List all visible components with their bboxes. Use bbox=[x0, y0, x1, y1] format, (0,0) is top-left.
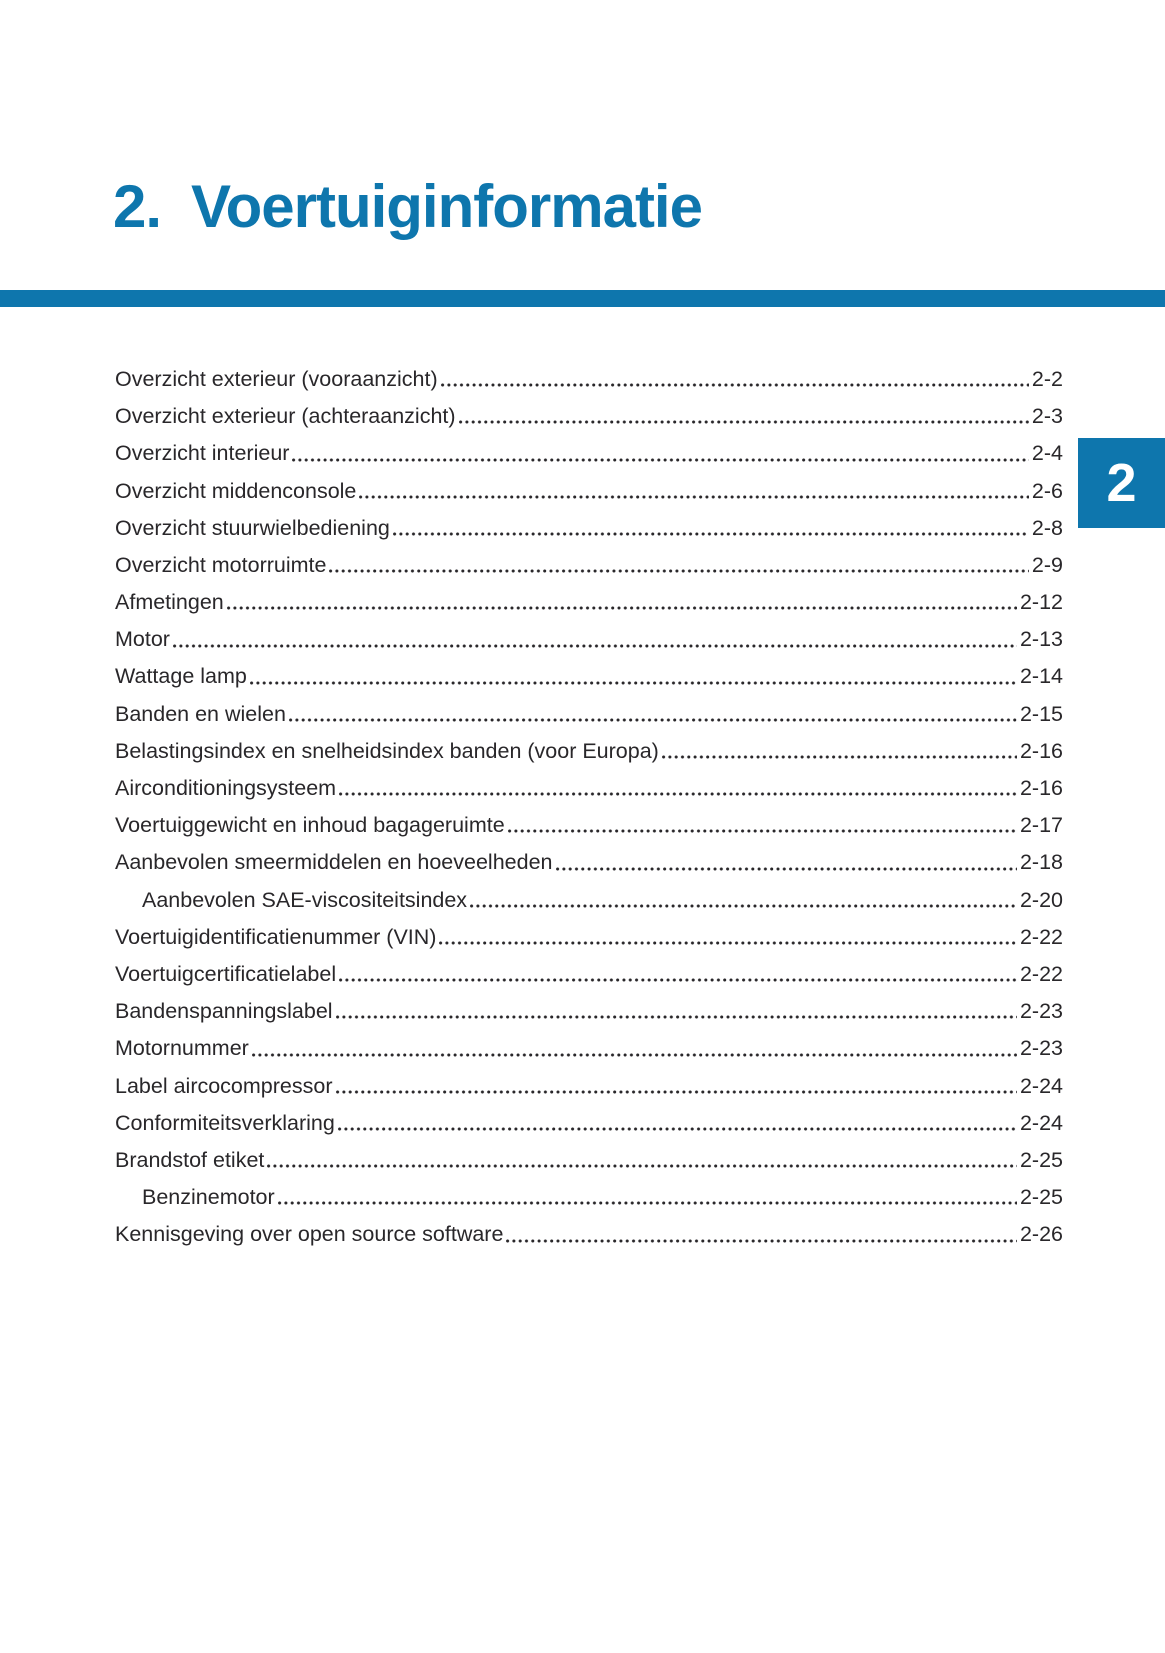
toc-entry-page: 2-23 bbox=[1019, 999, 1063, 1024]
toc-leader-dots bbox=[459, 420, 1029, 424]
toc-leader-dots bbox=[289, 718, 1017, 722]
toc-leader-dots bbox=[508, 829, 1017, 833]
toc-leader-dots bbox=[441, 383, 1029, 387]
toc-leader-dots bbox=[506, 1239, 1017, 1243]
toc-leader-dots bbox=[173, 644, 1017, 648]
toc-entry[interactable] bbox=[115, 726, 1063, 763]
toc-entry[interactable] bbox=[115, 986, 1063, 1023]
toc-leader-dots bbox=[339, 978, 1017, 982]
chapter-title: Voertuiginformatie bbox=[191, 173, 702, 240]
toc-entry[interactable] bbox=[115, 614, 1063, 651]
toc-entry[interactable] bbox=[115, 1023, 1063, 1060]
toc-entry[interactable] bbox=[115, 652, 1063, 689]
toc-leader-dots bbox=[227, 606, 1017, 610]
toc-entry-page: 2-18 bbox=[1019, 850, 1063, 875]
toc-entry-label: Wattage lamp bbox=[115, 664, 247, 689]
toc-entry[interactable] bbox=[115, 875, 1063, 912]
toc-entry-label: Aanbevolen SAE-viscositeitsindex bbox=[142, 887, 468, 912]
toc-entry-label: Overzicht motorruimte bbox=[115, 552, 327, 577]
toc-entry-page: 2-23 bbox=[1019, 1036, 1063, 1061]
toc-leader-dots bbox=[470, 904, 1017, 908]
toc-entry-label: Overzicht interieur bbox=[115, 441, 290, 466]
toc-entry-page: 2-25 bbox=[1019, 1147, 1063, 1172]
toc-entry-label: Kennisgeving over open source software bbox=[115, 1222, 504, 1247]
toc-leader-dots bbox=[250, 681, 1017, 685]
toc-leader-dots bbox=[336, 1015, 1017, 1019]
toc-entry[interactable] bbox=[115, 428, 1063, 465]
table-of-contents bbox=[115, 354, 1063, 1247]
toc-entry[interactable] bbox=[115, 800, 1063, 837]
toc-entry-page: 2-2 bbox=[1031, 366, 1063, 391]
toc-leader-dots bbox=[267, 1164, 1017, 1168]
toc-entry-page: 2-22 bbox=[1019, 961, 1063, 986]
toc-entry[interactable] bbox=[115, 503, 1063, 540]
toc-leader-dots bbox=[439, 941, 1017, 945]
toc-entry-label: Brandstof etiket bbox=[115, 1147, 265, 1172]
toc-entry-page: 2-6 bbox=[1031, 478, 1063, 503]
toc-entry[interactable] bbox=[115, 949, 1063, 986]
toc-entry-label: Motor bbox=[115, 627, 170, 652]
toc-entry[interactable] bbox=[115, 837, 1063, 874]
toc-leader-dots bbox=[252, 1053, 1017, 1057]
toc-entry-page: 2-25 bbox=[1019, 1185, 1063, 1210]
chapter-divider-bar bbox=[0, 290, 1165, 307]
toc-entry[interactable] bbox=[115, 1172, 1063, 1209]
toc-entry-label: Overzicht stuurwielbediening bbox=[115, 515, 390, 540]
toc-leader-dots bbox=[359, 495, 1029, 499]
toc-entry[interactable] bbox=[115, 466, 1063, 503]
toc-leader-dots bbox=[662, 755, 1017, 759]
toc-entry-label: Belastingsindex en snelheidsindex banden (voor Europa) bbox=[115, 738, 659, 763]
toc-entry[interactable] bbox=[115, 689, 1063, 726]
chapter-side-tab bbox=[1078, 438, 1165, 528]
toc-entry-label: Banden en wielen bbox=[115, 701, 286, 726]
toc-entry-page: 2-4 bbox=[1031, 441, 1063, 466]
toc-leader-dots bbox=[338, 1127, 1017, 1131]
toc-entry-page: 2-9 bbox=[1031, 552, 1063, 577]
toc-entry-page: 2-24 bbox=[1019, 1073, 1063, 1098]
toc-entry-label: Voertuiggewicht en inhoud bagageruimte bbox=[115, 813, 505, 838]
toc-entry-label: Label aircocompressor bbox=[115, 1073, 333, 1098]
toc-entry-label: Voertuigidentificatienummer (VIN) bbox=[115, 924, 437, 949]
toc-entry-page: 2-16 bbox=[1019, 776, 1063, 801]
toc-entry[interactable] bbox=[115, 1061, 1063, 1098]
chapter-side-tab-label: 2 bbox=[1106, 453, 1137, 513]
toc-leader-dots bbox=[329, 569, 1028, 573]
toc-entry-label: Aanbevolen smeermiddelen en hoeveelheden bbox=[115, 850, 553, 875]
toc-entry-page: 2-3 bbox=[1031, 404, 1063, 429]
toc-entry-page: 2-15 bbox=[1019, 701, 1063, 726]
toc-entry-label: Conformiteitsverklaring bbox=[115, 1110, 335, 1135]
toc-entry-label: Airconditioningsysteem bbox=[115, 776, 337, 801]
toc-entry-label: Overzicht exterieur (vooraanzicht) bbox=[115, 366, 438, 391]
toc-entry-page: 2-20 bbox=[1019, 887, 1063, 912]
toc-entry-page: 2-26 bbox=[1019, 1222, 1063, 1247]
toc-entry-label: Motornummer bbox=[115, 1036, 249, 1061]
toc-entry[interactable] bbox=[115, 1135, 1063, 1172]
toc-entry[interactable] bbox=[115, 577, 1063, 614]
toc-entry-page: 2-13 bbox=[1019, 627, 1063, 652]
toc-leader-dots bbox=[278, 1201, 1017, 1205]
toc-entry[interactable] bbox=[115, 1209, 1063, 1246]
toc-leader-dots bbox=[292, 458, 1028, 462]
toc-entry[interactable] bbox=[115, 354, 1063, 391]
toc-entry-label: Afmetingen bbox=[115, 590, 224, 615]
toc-entry-label: Overzicht middenconsole bbox=[115, 478, 357, 503]
toc-entry-page: 2-16 bbox=[1019, 738, 1063, 763]
toc-entry[interactable] bbox=[115, 1098, 1063, 1135]
toc-entry-page: 2-22 bbox=[1019, 924, 1063, 949]
toc-entry-page: 2-14 bbox=[1019, 664, 1063, 689]
toc-entry[interactable] bbox=[115, 391, 1063, 428]
toc-entry-label: Voertuigcertificatielabel bbox=[115, 961, 337, 986]
toc-entry-page: 2-17 bbox=[1019, 813, 1063, 838]
toc-leader-dots bbox=[556, 867, 1017, 871]
toc-leader-dots bbox=[336, 1090, 1017, 1094]
toc-entry[interactable] bbox=[115, 540, 1063, 577]
toc-entry-label: Bandenspanningslabel bbox=[115, 999, 333, 1024]
chapter-heading bbox=[113, 172, 702, 241]
toc-leader-dots bbox=[393, 532, 1029, 536]
toc-entry[interactable] bbox=[115, 912, 1063, 949]
toc-entry-page: 2-12 bbox=[1019, 590, 1063, 615]
chapter-number: 2. bbox=[113, 173, 162, 240]
toc-entry-page: 2-8 bbox=[1031, 515, 1063, 540]
toc-entry[interactable] bbox=[115, 763, 1063, 800]
toc-entry-label: Benzinemotor bbox=[142, 1185, 275, 1210]
toc-entry-page: 2-24 bbox=[1019, 1110, 1063, 1135]
toc-leader-dots bbox=[339, 792, 1017, 796]
toc-entry-label: Overzicht exterieur (achteraanzicht) bbox=[115, 404, 456, 429]
